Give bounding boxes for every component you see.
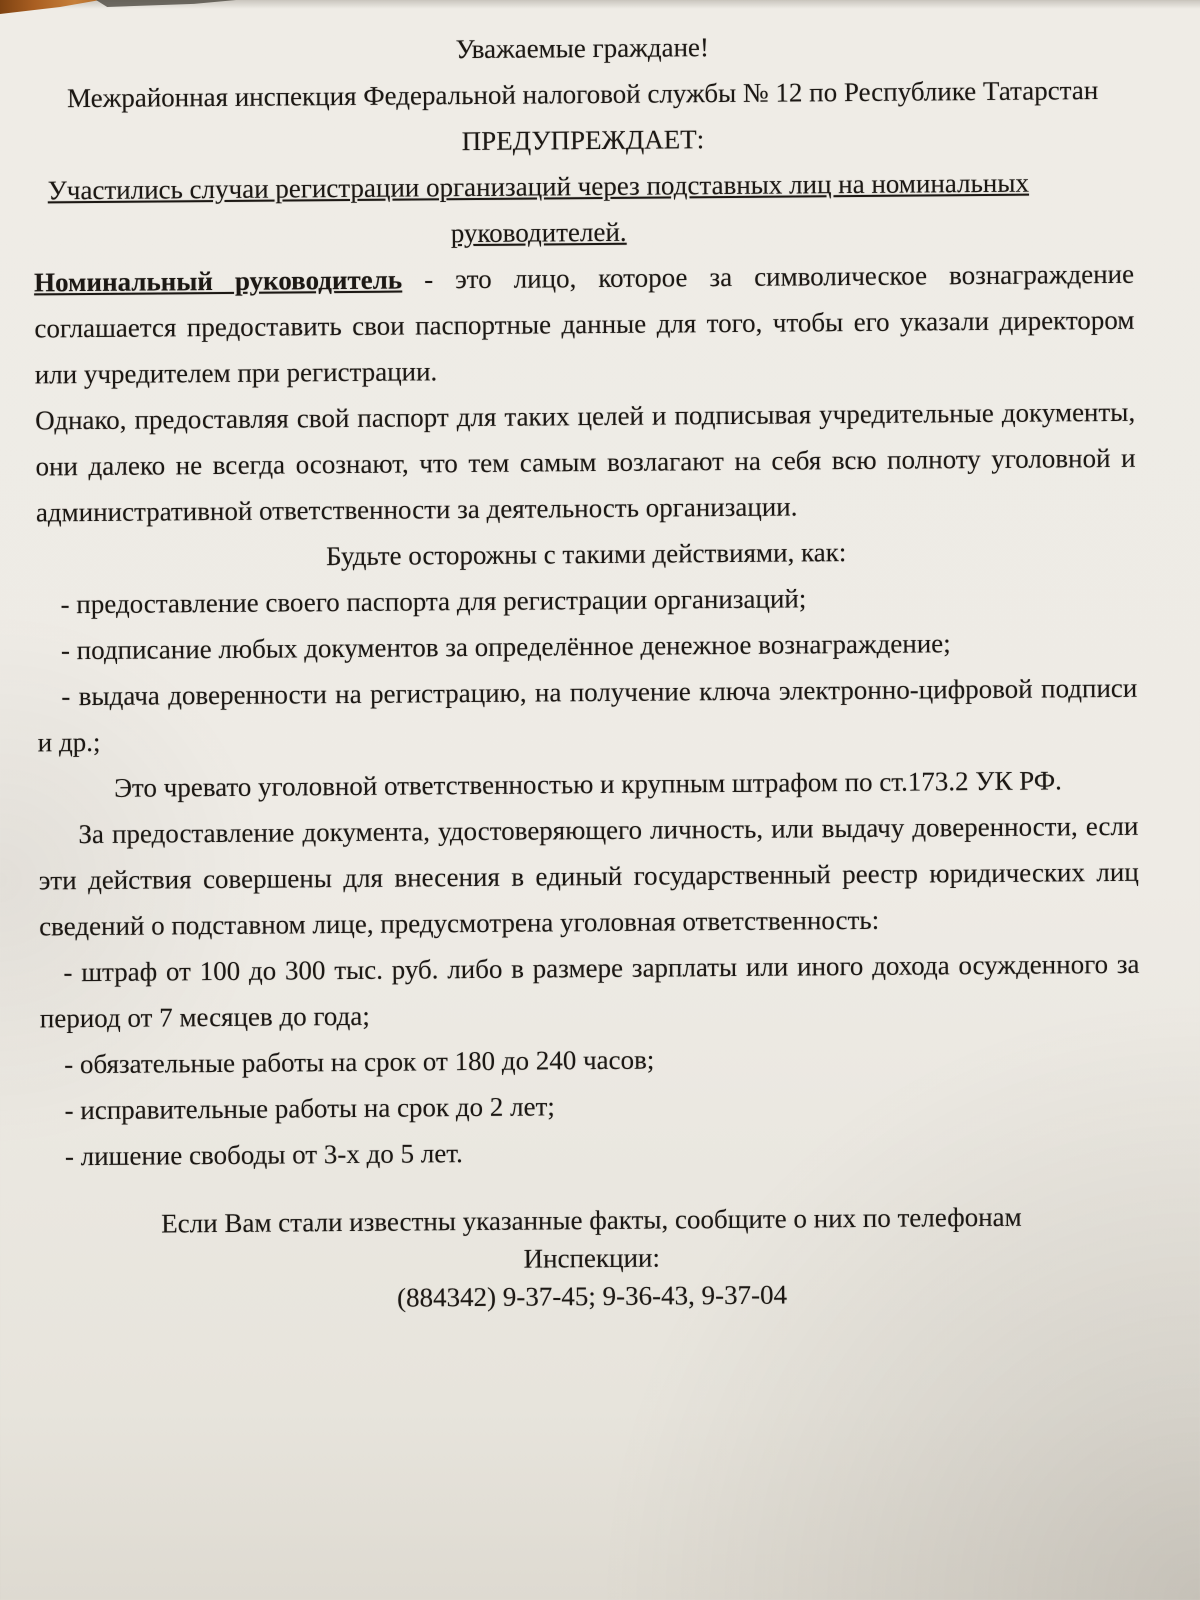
- definition-rest: - это лицо, которое за символическое вознаграждение соглашается предоставить свои паспортные данные для того, чтобы его указали директором или учредителем при регистрации.: [34, 258, 1135, 390]
- warns-heading: ПРЕДУПРЕЖДАЕТ:: [461, 124, 705, 157]
- main-headline: Участились случаи регистрации организаций через подставных лиц на номинальных руководителей.: [47, 167, 1030, 249]
- caution-item: - подписание любых документов за определённое денежное вознаграждение;: [60, 628, 951, 666]
- liability-paragraph: За предоставление документа, удостоверяющего личность, или выдачу доверенности, если эти действия совершены для внесения в единый государственный реестр юридических лиц сведений о подставном лице, предусмотрена уголовная ответственность:: [38, 810, 1139, 942]
- footer-phone-numbers: (884342) 9-37-45; 9-36-43, 9-37-04: [396, 1279, 788, 1313]
- however-paragraph: Однако, предоставляя свой паспорт для таких целей и подписывая учредительные документы, они далеко не всегда осознают, что тем самым возлагают на себя всю полноту уголовной и административной ответственности за деятельность организации.: [35, 396, 1136, 528]
- definition-term: Номинальный руководитель: [33, 264, 403, 298]
- definition-paragraph: [34, 251, 1135, 398]
- liability-heading: Это чревато уголовной ответственностью и крупным штрафом по ст.173.2 УК РФ.: [114, 765, 1062, 803]
- penalty-item: - штраф от 100 до 300 тыс. руб. либо в размере зарплаты или иного дохода осужденного за период от 7 месяцев до года;: [39, 948, 1140, 1034]
- footer-block: [41, 1197, 1142, 1320]
- salutation-heading: Уважаемые граждане!: [455, 32, 710, 65]
- caution-heading: Будьте осторожны с такими действиями, как:: [325, 537, 847, 572]
- penalty-item: - обязательные работы на срок от 180 до 240 часов;: [64, 1044, 655, 1080]
- caution-item: - предоставление своего паспорта для регистрации организаций;: [60, 583, 807, 620]
- penalty-item: - лишение свободы от 3-х до 5 лет.: [64, 1138, 463, 1172]
- penalty-item: - исправительные работы на срок до 2 лет;: [64, 1091, 555, 1126]
- agency-line: Межрайонная инспекция Федеральной налоговой службы № 12 по Республике Татарстан: [66, 75, 1099, 114]
- caution-item: - выдача доверенности на регистрацию, на получение ключа электронно-цифровой подписи и др.;: [37, 672, 1138, 758]
- footer-inspection-label: Инспекции:: [523, 1242, 661, 1274]
- footer-report-line: Если Вам стали известны указанные факты, сообщите о них по телефонам: [161, 1201, 1022, 1239]
